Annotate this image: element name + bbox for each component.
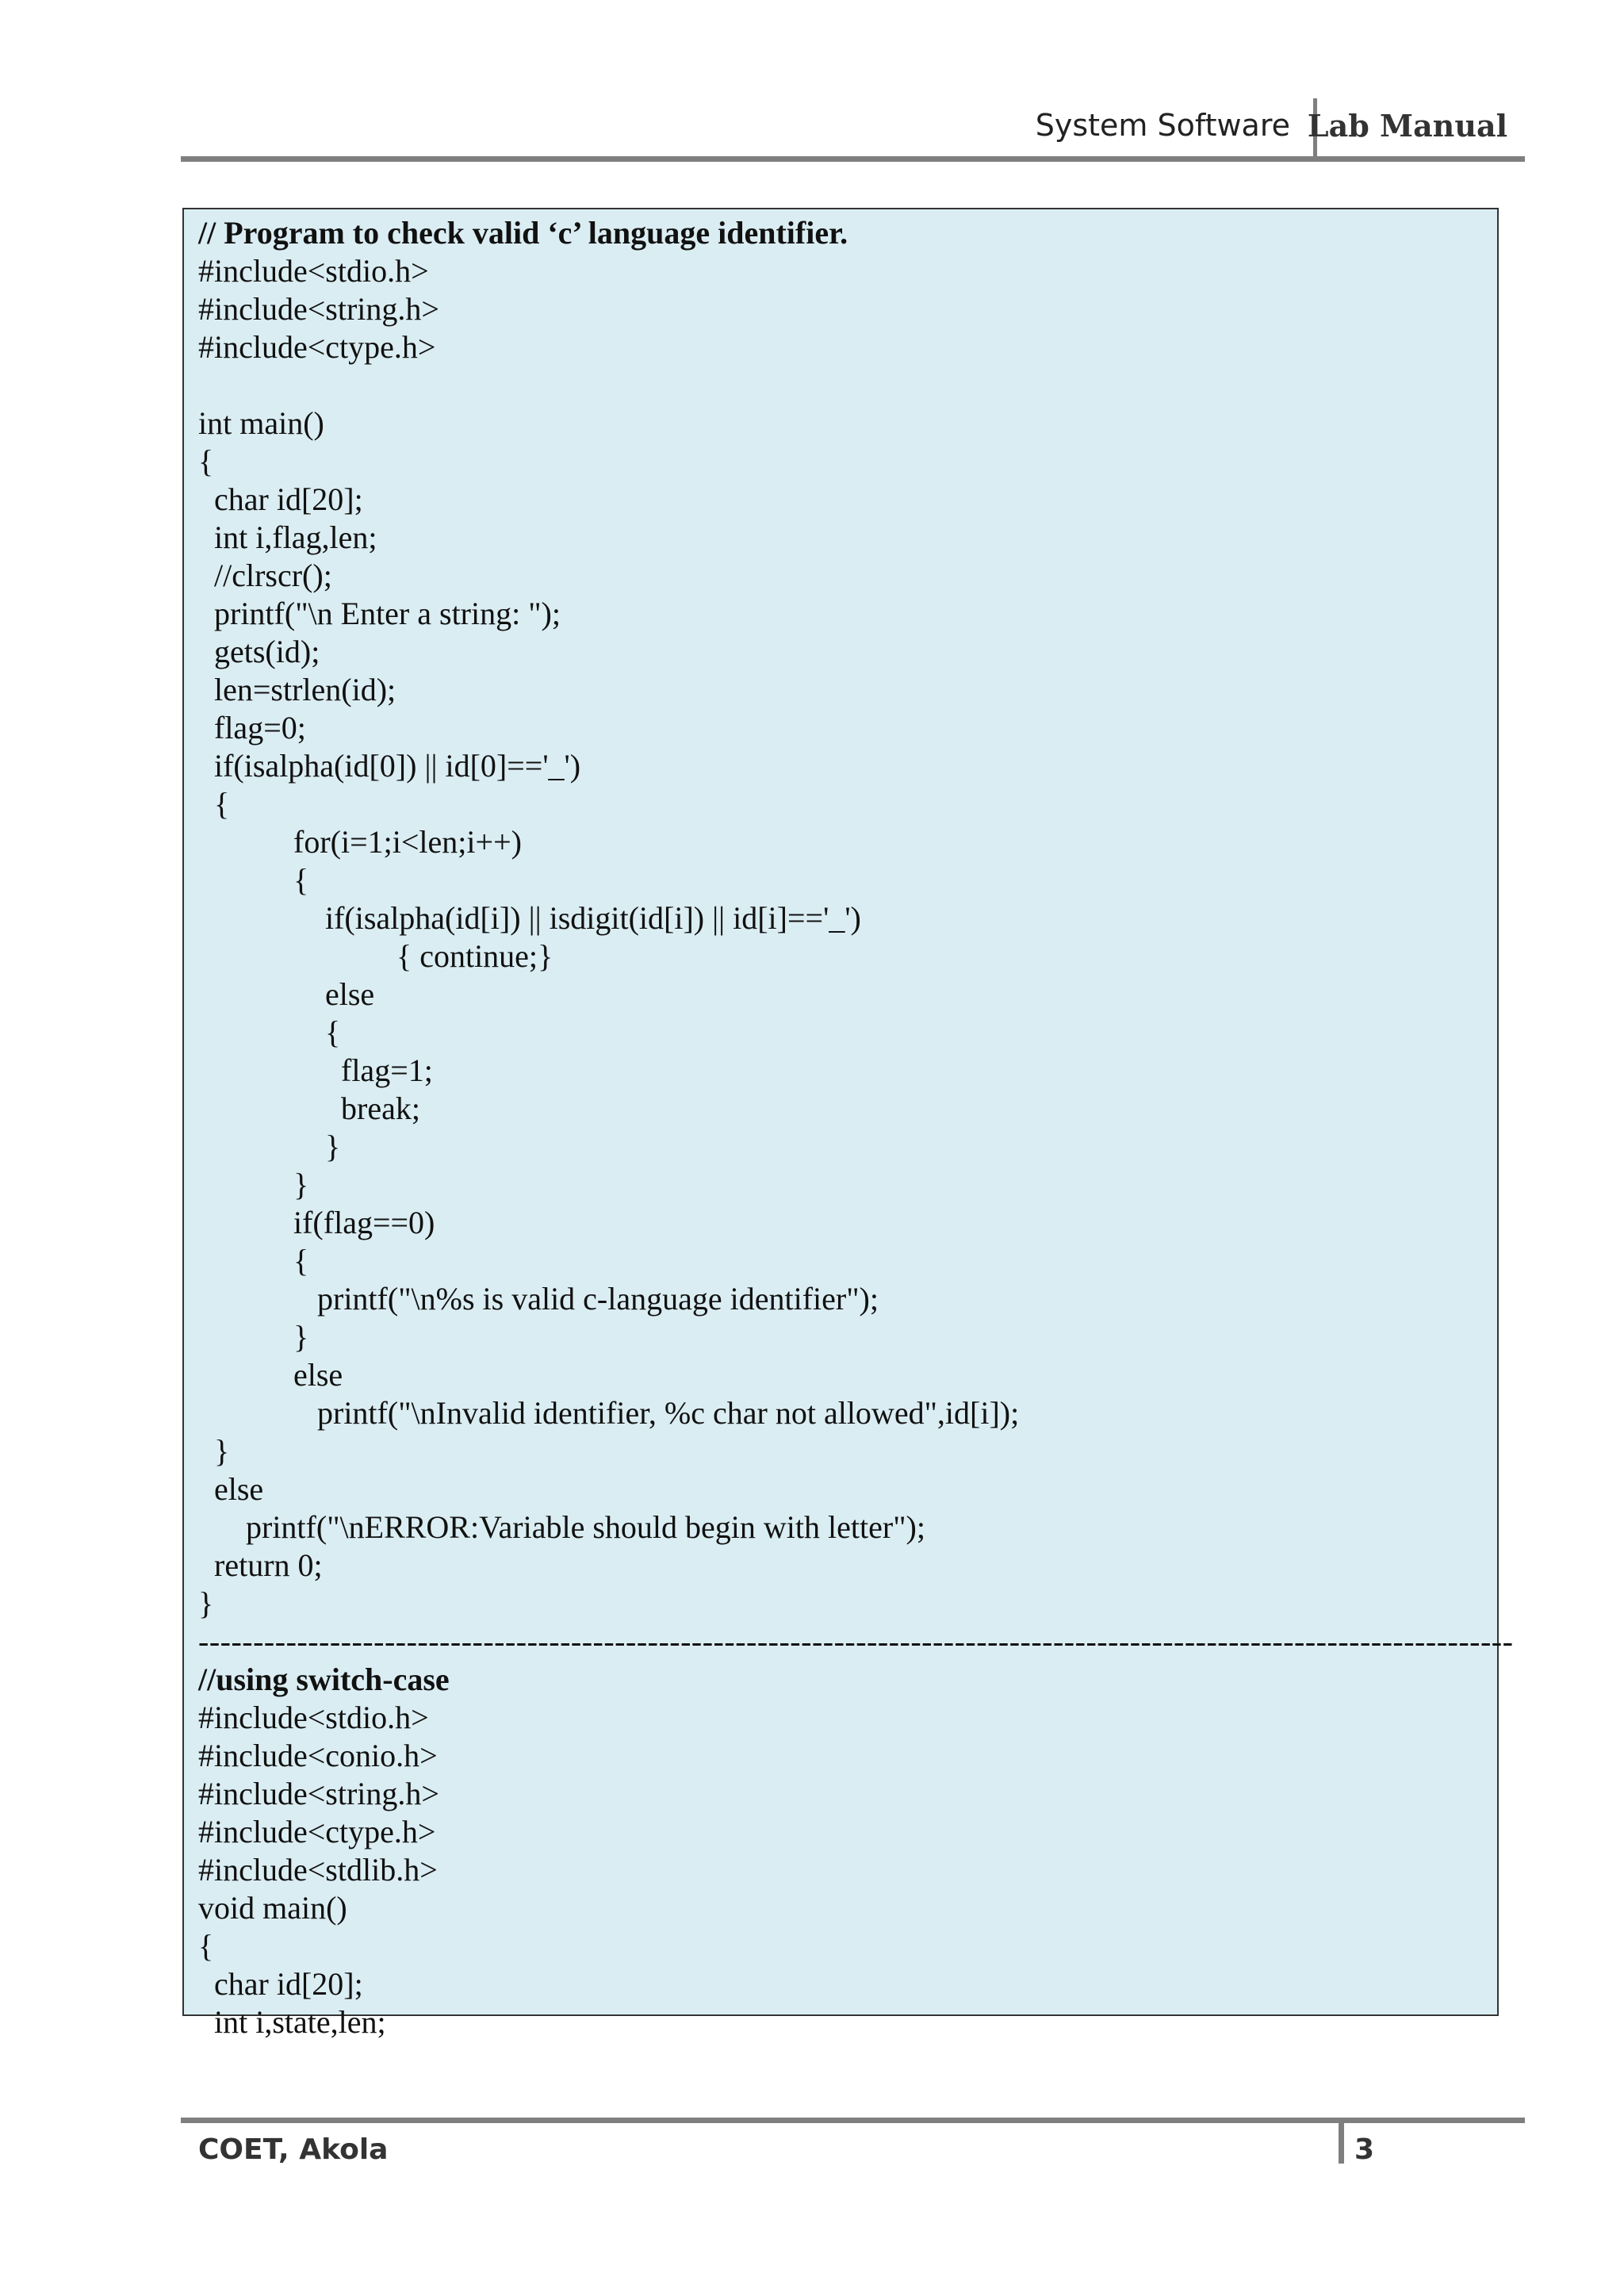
code-line: //clrscr();: [198, 558, 332, 593]
code-line: {: [198, 1243, 309, 1278]
code-line: else: [198, 976, 375, 1012]
code-line: if(isalpha(id[0]) || id[0]=='_'): [198, 748, 581, 784]
code-line: #include<stdlib.h>: [198, 1852, 438, 1888]
page-header: [181, 98, 1525, 159]
code-line: int i,flag,len;: [198, 519, 377, 555]
code-comment-switch-case: //using switch-case: [198, 1662, 450, 1697]
code-line: printf("\n%s is valid c-language identifier");: [198, 1281, 879, 1317]
code-line: printf("\n Enter a string: ");: [198, 596, 561, 631]
code-line: printf("\nInvalid identifier, %c char not allowed",id[i]);: [198, 1395, 1020, 1431]
code-line: {: [198, 1928, 214, 1964]
code-line: }: [198, 1129, 341, 1164]
code-line: }: [198, 1585, 214, 1621]
code-line: break;: [198, 1091, 420, 1126]
code-line: #include<stdio.h>: [198, 1700, 429, 1735]
code-line: #include<conio.h>: [198, 1738, 438, 1773]
header-subtitle: Lab Manual: [1307, 108, 1507, 144]
code-line: { continue;}: [198, 938, 553, 974]
code-line: return 0;: [198, 1547, 323, 1583]
code-line: len=strlen(id);: [198, 672, 396, 707]
code-line: flag=0;: [198, 710, 306, 746]
code-line: {: [198, 786, 230, 822]
code-line: }: [198, 1433, 230, 1469]
code-line: int i,state,len;: [198, 2004, 386, 2040]
code-separator: ------------------------------------------------------------------------------------------------------------------------: [198, 1623, 1514, 1659]
header-rule: [181, 156, 1525, 162]
code-line: }: [198, 1167, 309, 1202]
footer-rule: [181, 2118, 1525, 2123]
code-line: printf("\nERROR:Variable should begin with letter");: [198, 1509, 925, 1545]
code-listing: [182, 208, 1514, 2040]
code-line: {: [198, 862, 309, 898]
code-line: char id[20];: [198, 1966, 363, 2002]
header-title: System Software: [1035, 108, 1290, 143]
code-line: for(i=1;i<len;i++): [198, 824, 522, 860]
code-line: else: [198, 1471, 264, 1507]
code-line: char id[20];: [198, 481, 363, 517]
code-line: {: [198, 443, 214, 479]
page-number: 3: [1354, 2133, 1375, 2166]
code-line: #include<stdio.h>: [198, 253, 429, 289]
footer-divider: [1339, 2118, 1344, 2164]
code-line: else: [198, 1357, 343, 1393]
code-line: }: [198, 1319, 309, 1355]
code-line: #include<ctype.h>: [198, 329, 436, 365]
code-line: flag=1;: [198, 1052, 433, 1088]
code-line: int main(): [198, 405, 324, 441]
footer-institution: COET, Akola: [198, 2133, 389, 2166]
code-line: if(isalpha(id[i]) || isdigit(id[i]) || id[i]=='_'): [198, 900, 861, 936]
code-line: #include<string.h>: [198, 1776, 439, 1811]
code-line: #include<string.h>: [198, 291, 439, 327]
code-line: #include<ctype.h>: [198, 1814, 436, 1849]
code-line: gets(id);: [198, 634, 320, 669]
code-line: {: [198, 1014, 341, 1050]
code-line: void main(): [198, 1890, 347, 1926]
code-line: if(flag==0): [198, 1205, 435, 1240]
code-comment-title: // Program to check valid ‘c’ language identifier.: [198, 215, 848, 251]
